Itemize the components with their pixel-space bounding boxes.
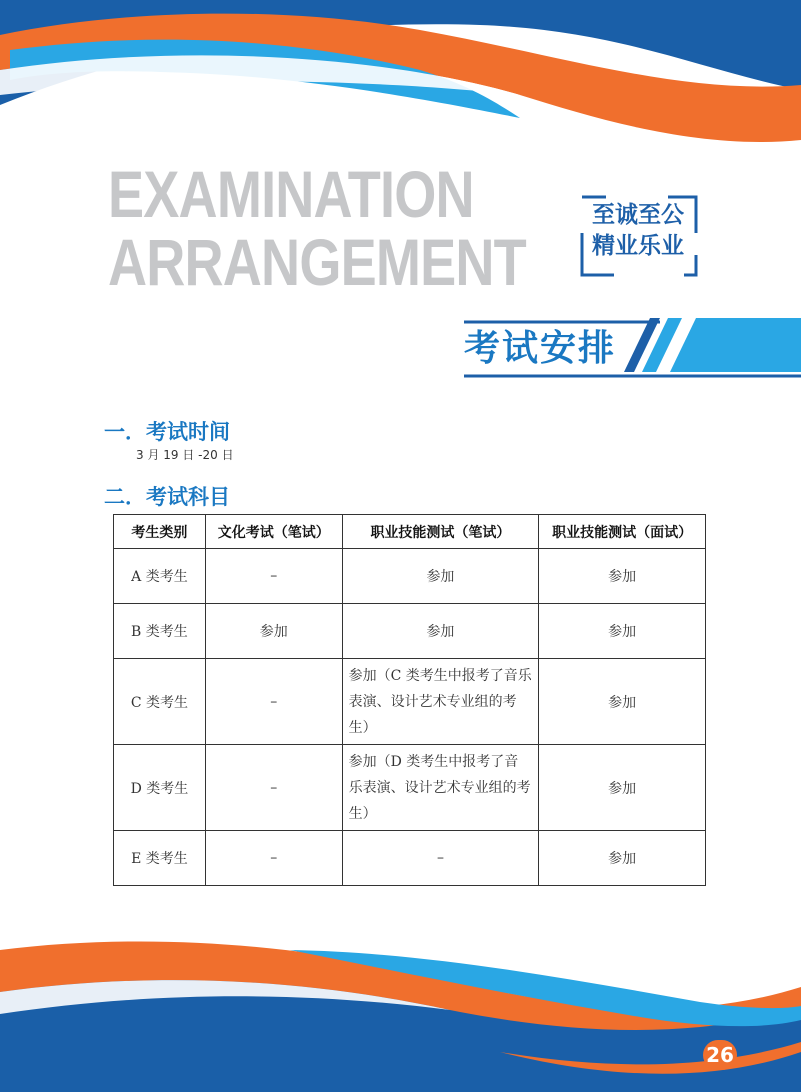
table-cell: B 类考生 [114, 604, 206, 659]
table-row [114, 745, 706, 831]
section2-heading: 二．考试科目 [104, 485, 230, 509]
table-header-row [114, 515, 706, 549]
table-row [114, 604, 706, 659]
page-number: 26 [703, 1040, 737, 1070]
motto-text [592, 199, 684, 261]
table-row [114, 659, 706, 745]
top-wave-decoration [0, 0, 801, 150]
section-title: 考试安排 [464, 328, 617, 369]
table-cell: – [205, 745, 342, 831]
table-row [114, 831, 706, 886]
english-title [108, 157, 526, 299]
table-cell: 参加 [205, 604, 342, 659]
motto-box [578, 193, 700, 279]
english-title-line2: ARRANGEMENT [108, 225, 526, 299]
header-culture-exam: 文化考试（笔试） [205, 515, 342, 549]
table-cell: 参加 [342, 604, 539, 659]
exam-date: 3 月 19 日 -20 日 [136, 448, 234, 462]
section1-heading: 一．考试时间 [104, 420, 230, 444]
table-cell: 参加 [342, 549, 539, 604]
table-cell: – [205, 549, 342, 604]
table-cell: D 类考生 [114, 745, 206, 831]
table-cell: 参加 [539, 604, 706, 659]
table-cell: E 类考生 [114, 831, 206, 886]
table-cell: – [205, 659, 342, 745]
table-cell: 参加（D 类考生中报考了音乐表演、设计艺术专业组的考生） [342, 745, 539, 831]
table-cell: A 类考生 [114, 549, 206, 604]
table-cell: 参加 [539, 549, 706, 604]
table-cell: 参加（C 类考生中报考了音乐表演、设计艺术专业组的考生） [342, 659, 539, 745]
exam-subjects-table [113, 514, 706, 886]
english-title-line1: EXAMINATION [108, 157, 474, 231]
table-cell: 参加 [539, 659, 706, 745]
motto-line2: 精业乐业 [592, 232, 684, 259]
motto-line1: 至诚至公 [592, 201, 684, 228]
table-cell: 参加 [539, 745, 706, 831]
table-cell: – [342, 831, 539, 886]
section-banner [460, 312, 801, 388]
header-skill-written: 职业技能测试（笔试） [342, 515, 539, 549]
table-cell: 参加 [539, 831, 706, 886]
table-cell: C 类考生 [114, 659, 206, 745]
table-row [114, 549, 706, 604]
table-cell: – [205, 831, 342, 886]
bottom-wave-decoration [0, 932, 801, 1092]
header-skill-interview: 职业技能测试（面试） [539, 515, 706, 549]
header-category: 考生类别 [114, 515, 206, 549]
